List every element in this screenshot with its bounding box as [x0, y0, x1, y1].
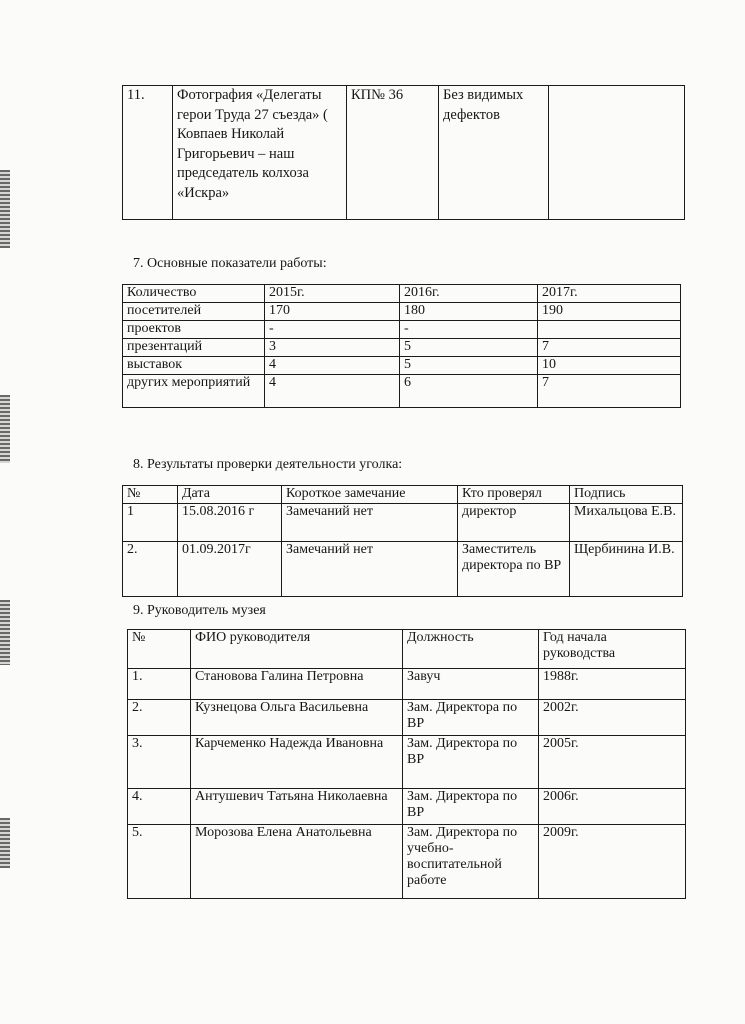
header-cell: 2016г.: [400, 285, 538, 303]
table-cell: Кузнецова Ольга Васильевна: [191, 700, 403, 736]
table-cell: 01.09.2017г: [178, 542, 282, 597]
table-cell: Антушевич Татьяна Николаевна: [191, 789, 403, 825]
header-cell: №: [128, 630, 191, 669]
table-cell: 5.: [128, 825, 191, 899]
exhibit-note: [549, 86, 685, 220]
header-cell: Короткое замечание: [282, 486, 458, 504]
table-cell: 2.: [128, 700, 191, 736]
binding-holes-mark: [0, 818, 10, 868]
table-cell: 7: [538, 339, 681, 357]
table-header-row: [123, 486, 683, 504]
inspection-results-table: [122, 485, 683, 597]
table-row: [123, 542, 683, 597]
table-cell: Морозова Елена Анатольевна: [191, 825, 403, 899]
table-cell: посетителей: [123, 303, 265, 321]
header-cell: №: [123, 486, 178, 504]
table-cell: 170: [265, 303, 400, 321]
table-cell: Замечаний нет: [282, 504, 458, 542]
table-cell: Михальцова Е.В.: [570, 504, 683, 542]
header-cell: Дата: [178, 486, 282, 504]
table-row: [128, 669, 686, 700]
table-cell: 15.08.2016 г: [178, 504, 282, 542]
table-cell: 2002г.: [539, 700, 686, 736]
header-cell: ФИО руководителя: [191, 630, 403, 669]
table-row: [123, 375, 681, 408]
table-cell: 5: [400, 357, 538, 375]
table-cell: 3: [265, 339, 400, 357]
table-cell: презентаций: [123, 339, 265, 357]
table-cell: Карчеменко Надежда Ивановна: [191, 736, 403, 789]
table-cell: 1: [123, 504, 178, 542]
table-cell: 1.: [128, 669, 191, 700]
header-cell: Должность: [403, 630, 539, 669]
binding-holes-mark: [0, 395, 10, 463]
table-header-row: [123, 285, 681, 303]
table-cell: выставок: [123, 357, 265, 375]
table-cell: 4.: [128, 789, 191, 825]
table-row: [123, 504, 683, 542]
section-7-heading: 7. Основные показатели работы:: [133, 256, 327, 271]
table-cell: 2006г.: [539, 789, 686, 825]
binding-holes-mark: [0, 600, 10, 665]
table-cell: 2005г.: [539, 736, 686, 789]
table-cell: 6: [400, 375, 538, 408]
table-cell: 2009г.: [539, 825, 686, 899]
table-cell: 5: [400, 339, 538, 357]
table-cell: 1988г.: [539, 669, 686, 700]
header-cell: Кто проверял: [458, 486, 570, 504]
table-cell: проектов: [123, 321, 265, 339]
table-cell: 7: [538, 375, 681, 408]
exhibit-table: [122, 85, 685, 220]
table-header-row: [128, 630, 686, 669]
table-cell: -: [265, 321, 400, 339]
header-cell: Количество: [123, 285, 265, 303]
table-cell: 3.: [128, 736, 191, 789]
museum-heads-table: [127, 629, 686, 899]
section-8-heading: 8. Результаты проверки деятельности уголка:: [133, 457, 403, 472]
table-row: [123, 321, 681, 339]
table-cell: Щербинина И.В.: [570, 542, 683, 597]
table-row: [128, 700, 686, 736]
table-row: [123, 86, 685, 220]
header-cell: Подпись: [570, 486, 683, 504]
table-cell: 2.: [123, 542, 178, 597]
binding-holes-mark: [0, 170, 10, 248]
exhibit-number: 11.: [123, 86, 173, 220]
table-cell: Зам. Директора по ВР: [403, 700, 539, 736]
table-row: [128, 825, 686, 899]
table-cell: Завуч: [403, 669, 539, 700]
table-cell: 10: [538, 357, 681, 375]
table-cell: Зам. Директора по учебно-воспитательной работе: [403, 825, 539, 899]
header-cell: 2017г.: [538, 285, 681, 303]
header-cell: Год начала руководства: [539, 630, 686, 669]
table-cell: других мероприятий: [123, 375, 265, 408]
table-cell: 180: [400, 303, 538, 321]
indicators-table: [122, 284, 681, 408]
exhibit-code: КП№ 36: [347, 86, 439, 220]
exhibit-name: Фотография «Делегаты герои Труда 27 съезда» ( Ковпаев Николай Григорьевич – наш председатель колхоза «Искра»: [173, 86, 347, 220]
exhibit-condition: Без видимых дефектов: [439, 86, 549, 220]
table-cell: директор: [458, 504, 570, 542]
section-9-heading: 9. Руководитель музея: [133, 603, 266, 618]
table-row: [123, 339, 681, 357]
table-cell: Зам. Директора по ВР: [403, 736, 539, 789]
table-cell: 4: [265, 375, 400, 408]
table-row: [128, 789, 686, 825]
table-cell: Замечаний нет: [282, 542, 458, 597]
table-cell: 4: [265, 357, 400, 375]
table-cell: Становова Галина Петровна: [191, 669, 403, 700]
table-row: [123, 357, 681, 375]
header-cell: 2015г.: [265, 285, 400, 303]
table-cell: -: [400, 321, 538, 339]
table-cell: [538, 321, 681, 339]
table-cell: Зам. Директора по ВР: [403, 789, 539, 825]
table-cell: Заместитель директора по ВР: [458, 542, 570, 597]
table-cell: 190: [538, 303, 681, 321]
table-row: [123, 303, 681, 321]
table-row: [128, 736, 686, 789]
